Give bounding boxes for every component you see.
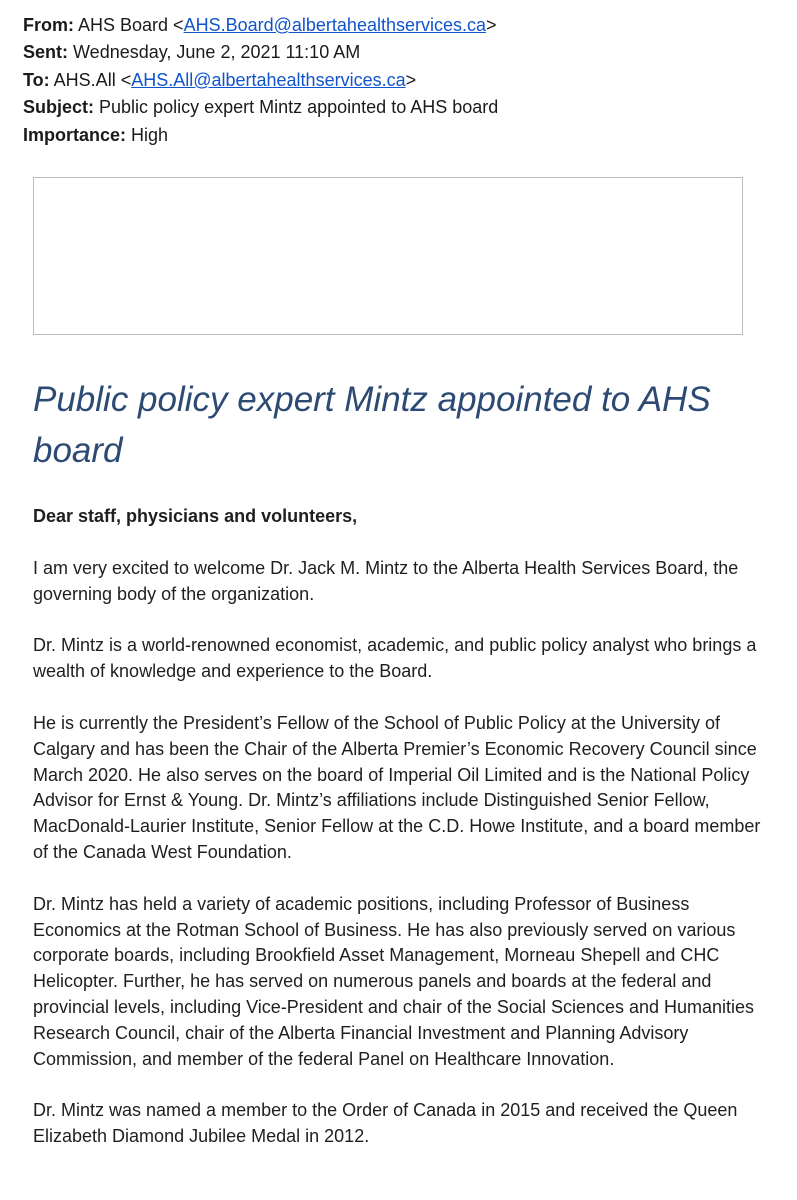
subject-label: Subject: [23,97,95,118]
to-name: AHS.All < [53,69,132,90]
paragraph: He is currently the President’s Fellow of the School of Public Policy at the University of Calgary and has been the Chair of the Alberta Premier’s Economic Recovery Council since March 2020. He also serves on the board of Imperial Oil Limited and is the National Policy Advisor for Ernst & Young. Dr. Mintz’s affiliations include Distinguished Senior Fellow, MacDonald-Laurier Institute, Senior Fellow at the C.D. Howe Institute, and a board member of the Canada West Foundation. [33,712,761,862]
greeting: Dear staff, physicians and volunteers, [33,506,358,526]
paragraph: I am very excited to welcome Dr. Jack M. Mintz to the Alberta Health Services Board, the governing body of the organization. [33,557,739,604]
banner-image-placeholder [33,177,743,335]
sent-label: Sent: [23,42,68,63]
from-close: > [486,15,497,35]
importance-label: Importance: [23,124,127,145]
paragraph: Dr. Mintz was named a member to the Order of Canada in 2015 and received the Queen Elizabeth Diamond Jubilee Medal in 2012. [33,1100,738,1147]
from-email-link[interactable]: AHS.Board@albertahealthservices.ca [183,15,487,35]
from-row [23,12,783,39]
to-row [23,67,783,94]
to-label: To: [23,69,50,90]
importance-row [23,122,783,149]
importance-value: High [131,124,169,145]
sent-row [23,39,783,66]
from-label: From: [23,15,74,35]
to-email-link[interactable]: AHS.All@albertahealthservices.ca [131,69,406,90]
article-body [33,504,778,1176]
article-title: Public policy expert Mintz appointed to AHS board [33,380,711,470]
paragraph: Dr. Mintz has held a variety of academic positions, including Professor of Business Economics at the Rotman School of Business. He has also previously served on various corporate boards, including Brookfield Asset Management, Morneau Shepell and CHC Helicopter. Further, he has served on numerous panels and boards at the federal and provincial levels, including Vice-President and chair of the Social Sciences and Humanities Research Council, chair of the Alberta Financial Investment and Planning Advisory Commission, and member of the federal Panel on Healthcare Innovation. [33,893,755,1069]
email-header [23,12,783,149]
subject-row [23,94,783,121]
paragraph: Dr. Mintz is a world-renowned economist, academic, and public policy analyst who brings a wealth of knowledge and experience to the Board. [33,635,757,682]
sent-value: Wednesday, June 2, 2021 11:10 AM [73,42,361,63]
subject-value: Public policy expert Mintz appointed to AHS board [99,97,499,118]
from-name: AHS Board < [78,15,184,35]
to-close: > [405,69,417,90]
